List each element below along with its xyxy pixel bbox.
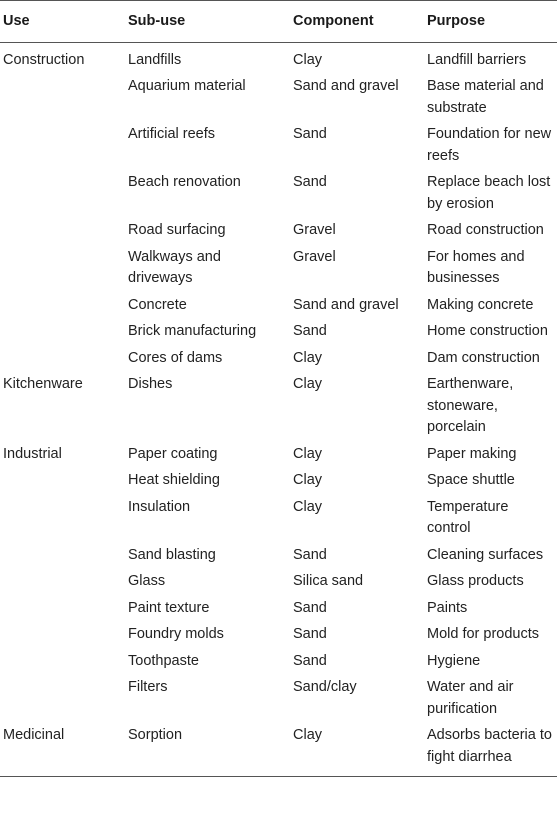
use-cell — [0, 675, 124, 723]
table-row — [0, 622, 557, 649]
sub-use-cell: Aquarium material — [128, 78, 246, 94]
table-row — [0, 122, 557, 170]
sub-use-cell: Artificial reefs — [128, 126, 216, 142]
use-cell: Industrial — [3, 445, 62, 462]
sub-use-cell: Sand blasting — [128, 546, 216, 563]
component-cell: Sand/clay — [293, 679, 357, 695]
use-cell: Construction — [3, 51, 85, 68]
table-row — [0, 345, 557, 372]
component-cell: Clay — [293, 498, 323, 515]
use-cell — [0, 569, 124, 596]
use-cell — [0, 244, 124, 292]
use-cell — [0, 292, 124, 319]
component-cell: Gravel — [293, 248, 336, 265]
purpose-cell: Replace beach lost by erosion — [427, 174, 551, 212]
sub-use-cell: Sorption — [124, 723, 289, 777]
purpose-cell: Temperature control — [427, 498, 509, 536]
purpose-cell: Space shuttle — [427, 472, 515, 488]
use-cell — [0, 345, 124, 372]
table-row — [0, 494, 557, 542]
sub-use-cell: Road surfacing — [128, 222, 226, 238]
sub-use-cell: Toothpaste — [128, 652, 199, 669]
table-row — [0, 218, 557, 245]
purpose-cell: Earthenware, stoneware, porcelain — [427, 376, 514, 435]
purpose-cell: Glass products — [427, 573, 524, 589]
table-row — [0, 675, 557, 723]
table-row — [0, 595, 557, 622]
purpose-cell: For homes and businesses — [427, 248, 525, 286]
use-cell — [0, 170, 124, 218]
use-cell: Kitchenware — [3, 376, 83, 392]
component-cell: Clay — [293, 445, 323, 462]
sub-use-cell: Insulation — [128, 498, 191, 515]
sub-use-cell: Heat shielding — [128, 472, 220, 488]
sub-use-cell: Walkways and driveways — [128, 248, 221, 286]
table-row — [0, 542, 557, 569]
sub-use-cell: Dishes — [128, 376, 173, 392]
purpose-cell: Water and air purification — [427, 679, 514, 717]
table-row — [0, 319, 557, 346]
table-row — [0, 648, 557, 675]
use-cell — [0, 319, 124, 346]
use-cell: Medicinal — [0, 723, 124, 777]
sub-use-cell: Paint texture — [128, 599, 210, 616]
sub-use-cell: Filters — [128, 679, 168, 695]
component-cell: Sand — [293, 599, 327, 616]
table-row — [0, 74, 557, 122]
component-cell: Sand — [293, 546, 327, 563]
sub-use-cell: Cores of dams — [128, 349, 223, 366]
purpose-cell: Adsorbs bacteria to fight diarrhea — [423, 723, 557, 777]
purpose-cell: Base material and substrate — [427, 78, 544, 116]
component-cell: Clay — [293, 376, 323, 392]
use-cell — [0, 468, 124, 495]
sub-use-cell: Beach renovation — [128, 174, 241, 190]
purpose-cell: Landfill barriers — [427, 51, 527, 68]
component-cell: Silica sand — [293, 573, 364, 589]
component-cell: Sand — [293, 126, 327, 142]
component-cell: Sand and gravel — [293, 78, 399, 94]
table-row — [0, 244, 557, 292]
purpose-cell: Home construction — [427, 323, 548, 339]
sub-use-cell: Brick manufacturing — [128, 323, 257, 339]
purpose-cell: Making concrete — [427, 296, 534, 313]
table-row — [0, 292, 557, 319]
use-cell — [0, 648, 124, 675]
use-cell — [0, 595, 124, 622]
purpose-cell: Mold for products — [427, 626, 540, 642]
sub-use-cell: Glass — [128, 573, 166, 589]
sub-use-cell: Foundry molds — [128, 626, 224, 642]
table-row — [0, 372, 557, 442]
purpose-cell: Road construction — [427, 222, 544, 238]
component-cell: Clay — [289, 723, 423, 777]
sub-use-cell: Landfills — [128, 51, 182, 68]
component-cell: Sand — [293, 174, 327, 190]
component-cell: Sand and gravel — [293, 296, 399, 313]
purpose-cell: Paper making — [427, 445, 517, 462]
table-row — [0, 170, 557, 218]
header-purpose: Purpose — [423, 1, 557, 43]
header-sub-use: Sub-use — [124, 1, 289, 43]
header-component: Component — [289, 1, 423, 43]
header-row — [0, 1, 557, 43]
table-row — [0, 441, 557, 468]
table-row — [0, 42, 557, 74]
use-cell — [0, 542, 124, 569]
purpose-cell: Hygiene — [427, 652, 481, 669]
use-cell — [0, 494, 124, 542]
sub-use-cell: Concrete — [128, 296, 187, 313]
component-cell: Gravel — [293, 222, 336, 238]
sub-use-cell: Paper coating — [128, 445, 218, 462]
use-cell — [0, 622, 124, 649]
purpose-cell: Cleaning surfaces — [427, 546, 544, 563]
component-cell: Sand — [293, 323, 327, 339]
component-cell: Sand — [293, 652, 327, 669]
purpose-cell: Dam construction — [427, 349, 540, 366]
use-cell — [0, 122, 124, 170]
header-use: Use — [0, 1, 124, 43]
purpose-cell: Paints — [427, 599, 468, 616]
component-cell: Clay — [293, 349, 323, 366]
table-row — [0, 468, 557, 495]
component-cell: Sand — [293, 626, 327, 642]
table-body — [0, 42, 557, 777]
use-cell — [0, 218, 124, 245]
component-cell: Clay — [293, 472, 323, 488]
purpose-cell: Foundation for new reefs — [427, 126, 552, 164]
table-row — [0, 569, 557, 596]
component-cell: Clay — [293, 51, 323, 68]
table-row — [0, 723, 557, 777]
use-cell — [0, 74, 124, 122]
